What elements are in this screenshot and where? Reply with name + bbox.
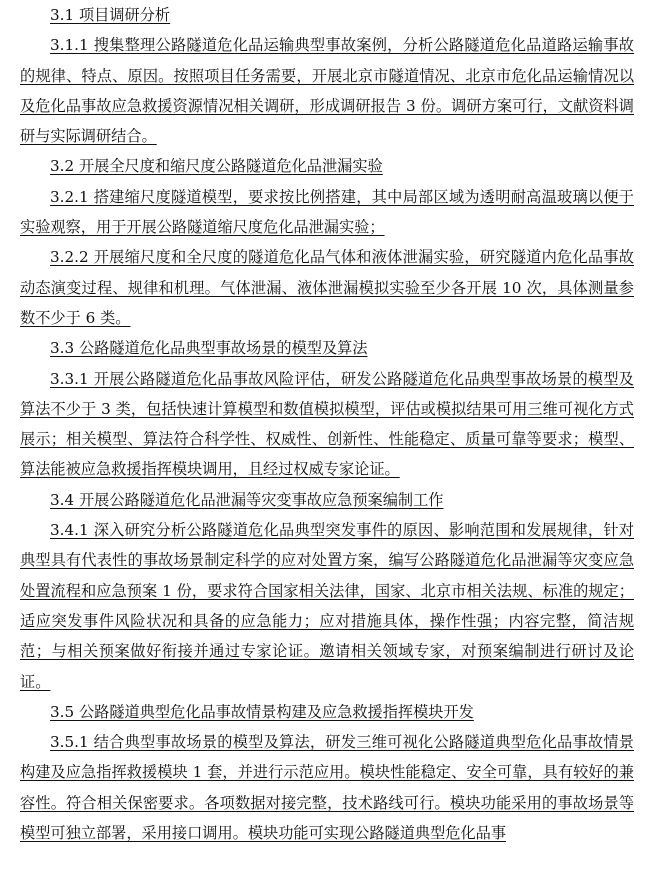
paragraph-text: 3.1.1 搜集整理公路隧道危化品运输典型事故案例，分析公路隧道危化品道路运输事故的规律、特点、原因。按照项目任务需要，开展北京市隧道情况、北京市危化品运输情况以及危化品事故应急救援资源情况相关调研，形成调研报告 3 份。调研方案可行，文献资料调研与实际调研结合。: [20, 36, 634, 146]
section-heading-3-3: [20, 333, 634, 363]
section-heading-text: 3.1 项目调研分析: [50, 6, 171, 24]
paragraph-text: 3.2.2 开展缩尺度和全尺度的隧道危化品气体和液体泄漏实验，研究隧道内危化品事故动态演变过程、规律和机理。气体泄漏、液体泄漏模拟实验至少各开展 10 次，具体测量参数不少于 6 类。: [20, 248, 634, 327]
paragraph-3-1-1: [20, 30, 634, 151]
section-heading-3-4: [20, 485, 634, 515]
section-heading-text: 3.4 开展公路隧道危化品泄漏等灾变事故应急预案编制工作: [50, 490, 444, 509]
paragraph-3-2-1: [20, 182, 634, 243]
section-heading-text: 3.2 开展全尺度和缩尺度公路隧道危化品泄漏实验: [50, 157, 383, 176]
paragraph-3-2-2: [20, 242, 634, 333]
paragraph-text: 3.2.1 搭建缩尺度隧道模型，要求按比例搭建，其中局部区域为透明耐高温玻璃以便于实验观察，用于开展公路隧道缩尺度危化品泄漏实验；: [20, 187, 634, 237]
section-heading-text: 3.5 公路隧道典型危化品事故情景构建及应急救援指挥模块开发: [50, 702, 474, 721]
paragraph-3-5-1: [20, 727, 634, 848]
section-heading-3-5: [20, 697, 634, 727]
paragraph-3-3-1: [20, 364, 634, 485]
section-heading-text: 3.3 公路隧道危化品典型事故场景的模型及算法: [50, 339, 368, 358]
section-heading-3-2: [20, 151, 634, 181]
paragraph-text: 3.3.1 开展公路隧道危化品事故风险评估，研发公路隧道危化品典型事故场景的模型及算法不少于 3 类，包括快速计算模型和数值模拟模型，评估或模拟结果可用三维可视化方式展示；相关模型、算法符合科学性、权威性、创新性、性能稳定、质量可靠等要求；模型、算法能被应急救援指挥模块调用，且经过权威专家论证。: [20, 369, 634, 479]
paragraph-3-4-1: [20, 515, 634, 697]
document-page: [20, 0, 634, 848]
section-heading-3-1: [20, 0, 634, 30]
paragraph-text: 3.5.1 结合典型事故场景的模型及算法，研发三维可视化公路隧道典型危化品事故情景构建及应急指挥救援模块 1 套，并进行示范应用。模块性能稳定、安全可靠，具有较好的兼容性。符合相关保密要求。各项数据对接完整，技术路线可行。模块功能采用的事故场景等模型可独立部署，采用接口调用。模块功能可实现公路隧道典型危化品事: [20, 733, 634, 843]
paragraph-text: 3.4.1 深入研究分析公路隧道危化品典型突发事件的原因、影响范围和发展规律，针对典型具有代表性的事故场景制定科学的应对处置方案，编写公路隧道危化品泄漏等灾变应急处置流程和应急预案 1 份，要求符合国家相关法律，国家、北京市相关法规、标准的规定；适应突发事件风险状况和具备的应急能力；应对措施具体，操作性强；内容完整，简洁规范；与相关预案做好衔接并通过专家论证。邀请相关领域专家，对预案编制进行研讨及论证。: [20, 521, 634, 691]
